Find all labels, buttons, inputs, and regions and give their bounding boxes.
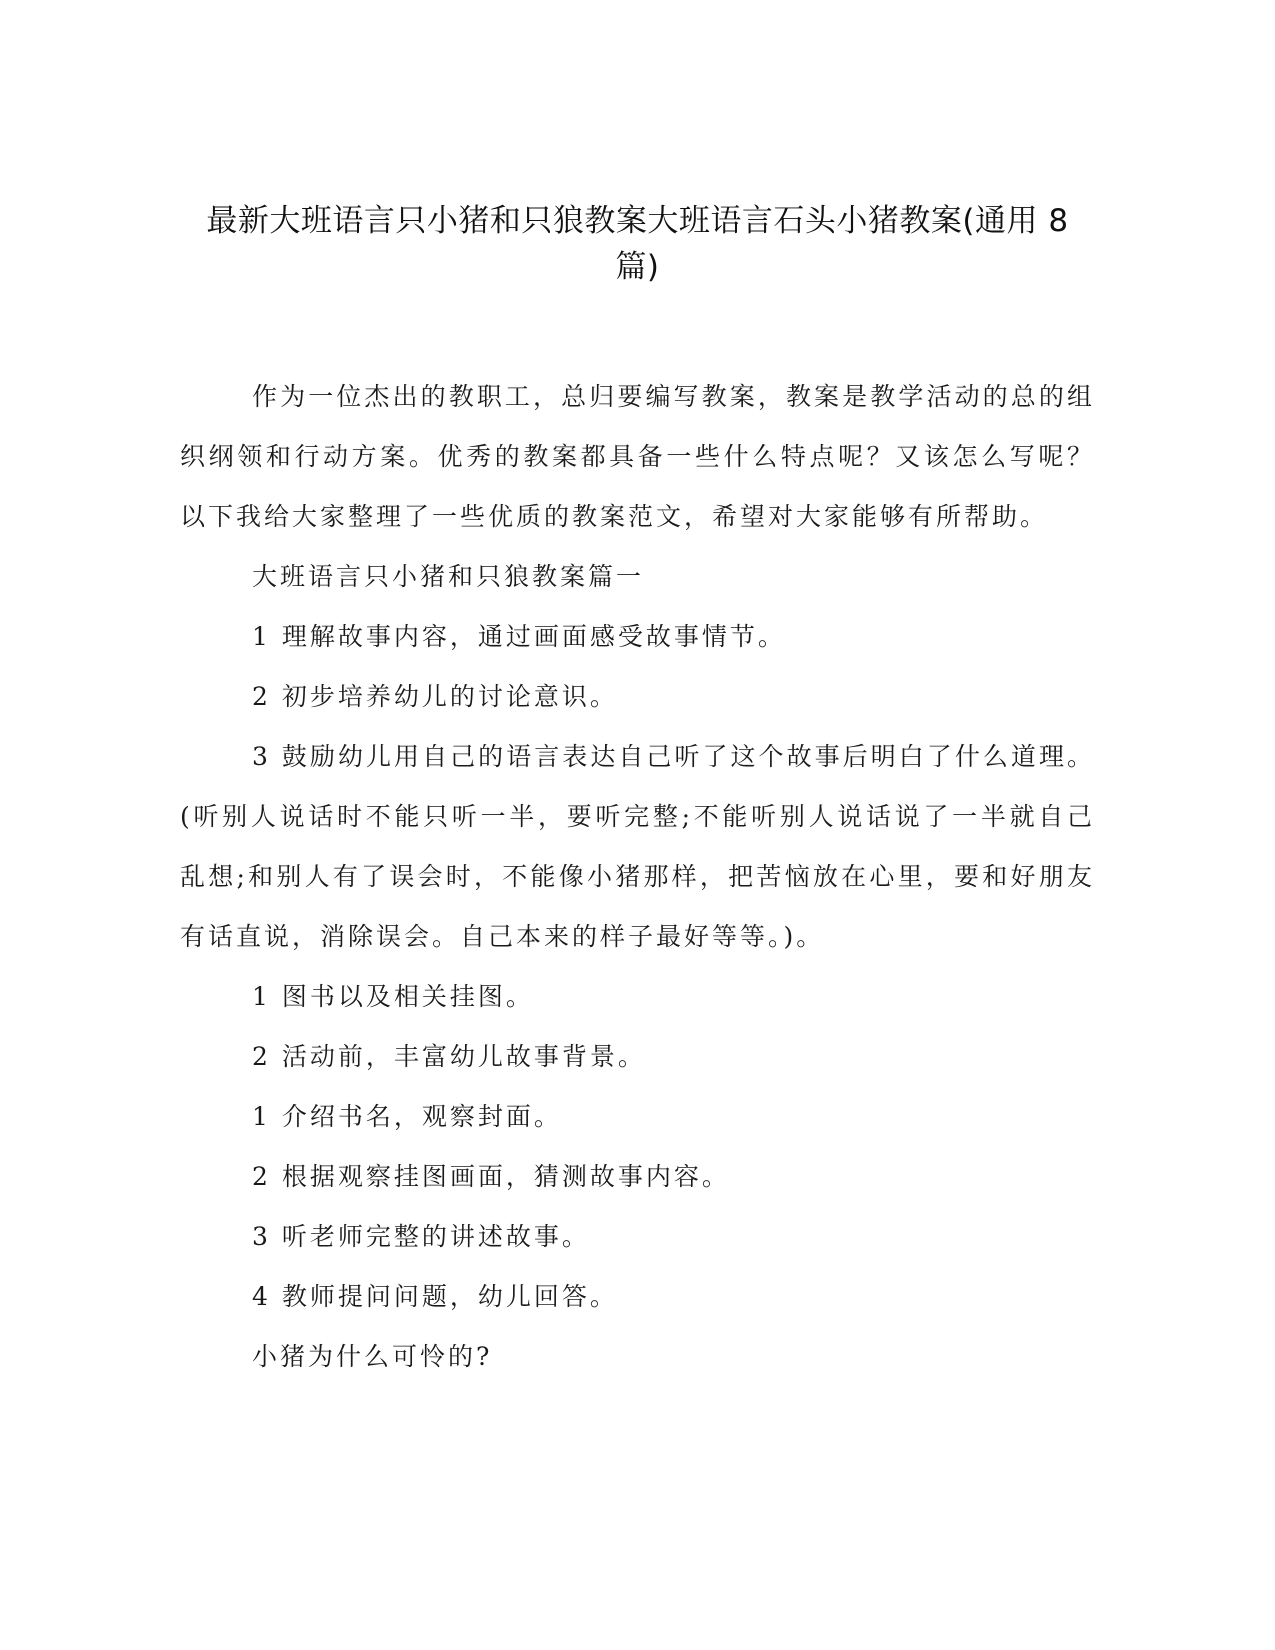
- intro-paragraph: 作为一位杰出的教职工，总归要编写教案，教案是教学活动的总的组织纲领和行动方案。优秀的教案都具备一些什么特点呢？又该怎么写呢？以下我给大家整理了一些优质的教案范文，希望对大家能够有所帮助。: [180, 382, 1095, 531]
- goal-item-3: 3 鼓励幼儿用自己的语言表达自己听了这个故事后明白了什么道理。(听别人说话时不能只听一半，要听完整;不能听别人说话说了一半就自己乱想;和别人有了误会时，不能像小猪那样，把苦恼放在心里，要和好朋友有话直说，消除误会。自己本来的样子最好等等。)。: [180, 742, 1095, 951]
- prep-item-1: 1 图书以及相关挂图。: [252, 982, 534, 1011]
- section-heading: 大班语言只小猪和只狼教案篇一: [252, 562, 645, 591]
- question-line: 小猪为什么可怜的?: [252, 1342, 493, 1371]
- document-body: [180, 367, 1095, 1387]
- process-item-1: 1 介绍书名，观察封面。: [252, 1102, 562, 1131]
- process-item-4: 4 教师提问问题，幼儿回答。: [252, 1282, 618, 1311]
- process-item-2: 2 根据观察挂图画面，猜测故事内容。: [252, 1162, 730, 1191]
- goal-item-1: 1 理解故事内容，通过画面感受故事情节。: [252, 622, 786, 651]
- goal-item-2: 2 初步培养幼儿的讨论意识。: [252, 682, 618, 711]
- prep-item-2: 2 活动前，丰富幼儿故事背景。: [252, 1042, 646, 1071]
- document-title: 最新大班语言只小猪和只狼教案大班语言石头小猪教案(通用 8 篇): [206, 203, 1069, 285]
- process-item-3: 3 听老师完整的讲述故事。: [252, 1222, 590, 1251]
